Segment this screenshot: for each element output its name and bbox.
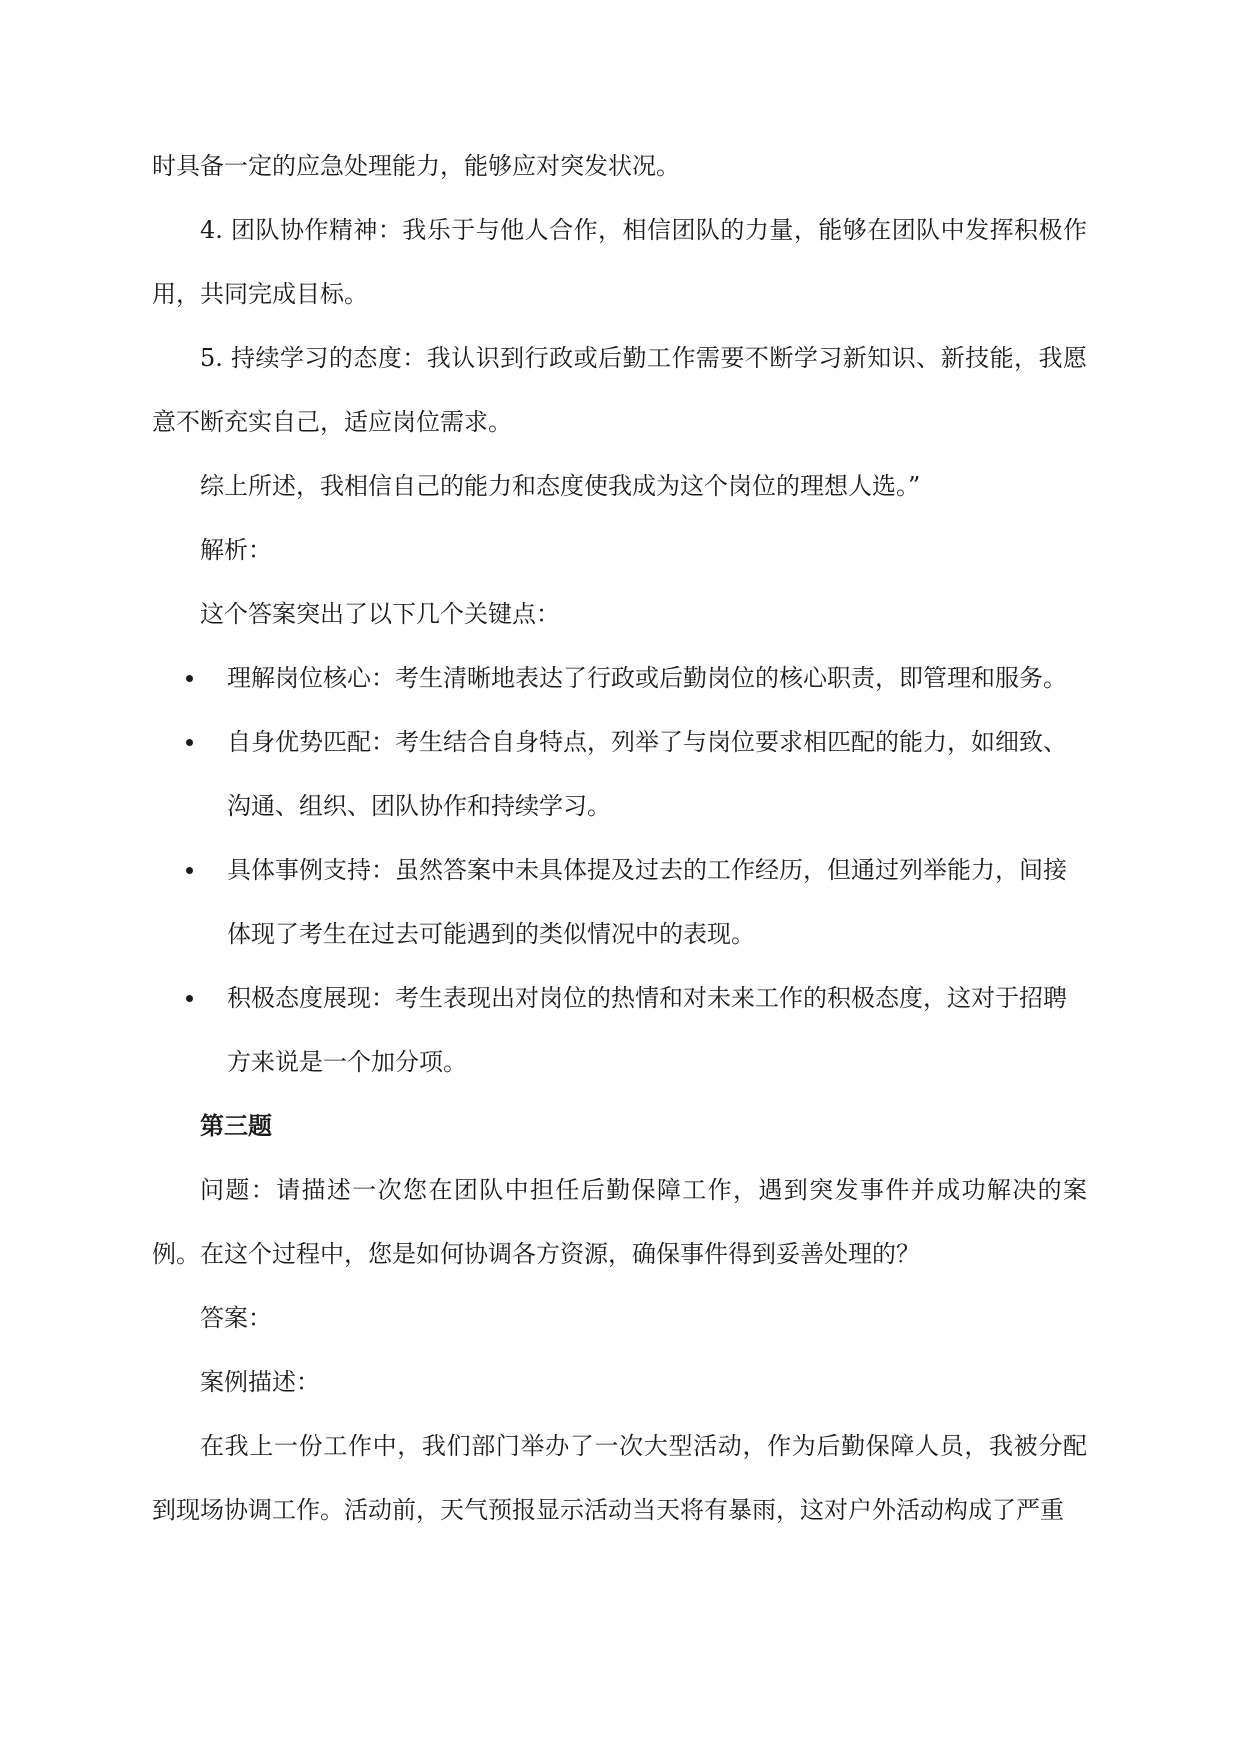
section-title: 第三题: [200, 1112, 272, 1140]
list-item: [152, 710, 1087, 838]
case-paragraph: 在我上一份工作中，我们部门举办了一次大型活动，作为后勤保障人员，我被分配到现场协调工作。活动前，天气预报显示活动当天将有暴雨，这对户外活动构成了严重: [152, 1432, 1087, 1524]
continued-paragraph: 时具备一定的应急处理能力，能够应对突发状况。: [152, 152, 680, 180]
question-paragraph: 问题：请描述一次您在团队中担任后勤保障工作，遇到突发事件并成功解决的案例。在这个过程中，您是如何协调各方资源，确保事件得到妥善处理的？: [152, 1176, 1087, 1268]
case-label: 案例描述：: [200, 1368, 320, 1396]
analysis-point-text: 具体事例支持：虽然答案中未具体提及过去的工作经历，但通过列举能力，间接体现了考生在过去可能遇到的类似情况中的表现。: [227, 856, 1067, 948]
analysis-point-text: 自身优势匹配：考生结合自身特点，列举了与岗位要求相匹配的能力，如细致、沟通、组织、团队协作和持续学习。: [227, 728, 1067, 820]
list-item: [152, 966, 1087, 1094]
ability-item-4: 4. 团队协作精神：我乐于与他人合作，相信团队的力量，能够在团队中发挥积极作用，共同完成目标。: [152, 216, 1087, 308]
analysis-point-list: [152, 646, 1087, 1094]
list-item: [152, 646, 1087, 710]
bullet-icon: [186, 838, 196, 902]
analysis-intro: 这个答案突出了以下几个关键点：: [200, 600, 560, 628]
analysis-label: 解析：: [200, 536, 272, 564]
list-item: [152, 838, 1087, 966]
document-body: [152, 134, 1087, 1542]
analysis-point-text: 积极态度展现：考生表现出对岗位的热情和对未来工作的积极态度，这对于招聘方来说是一个加分项。: [227, 984, 1067, 1076]
bullet-icon: [186, 710, 196, 774]
summary-paragraph: 综上所述，我相信自己的能力和态度使我成为这个岗位的理想人选。”: [200, 472, 921, 500]
analysis-point-text: 理解岗位核心：考生清晰地表达了行政或后勤岗位的核心职责，即管理和服务。: [227, 664, 1067, 692]
ability-item-5: 5. 持续学习的态度：我认识到行政或后勤工作需要不断学习新知识、新技能，我愿意不断充实自己，适应岗位需求。: [152, 344, 1087, 436]
answer-label: 答案：: [200, 1304, 272, 1332]
bullet-icon: [186, 646, 196, 710]
bullet-icon: [186, 966, 196, 1030]
